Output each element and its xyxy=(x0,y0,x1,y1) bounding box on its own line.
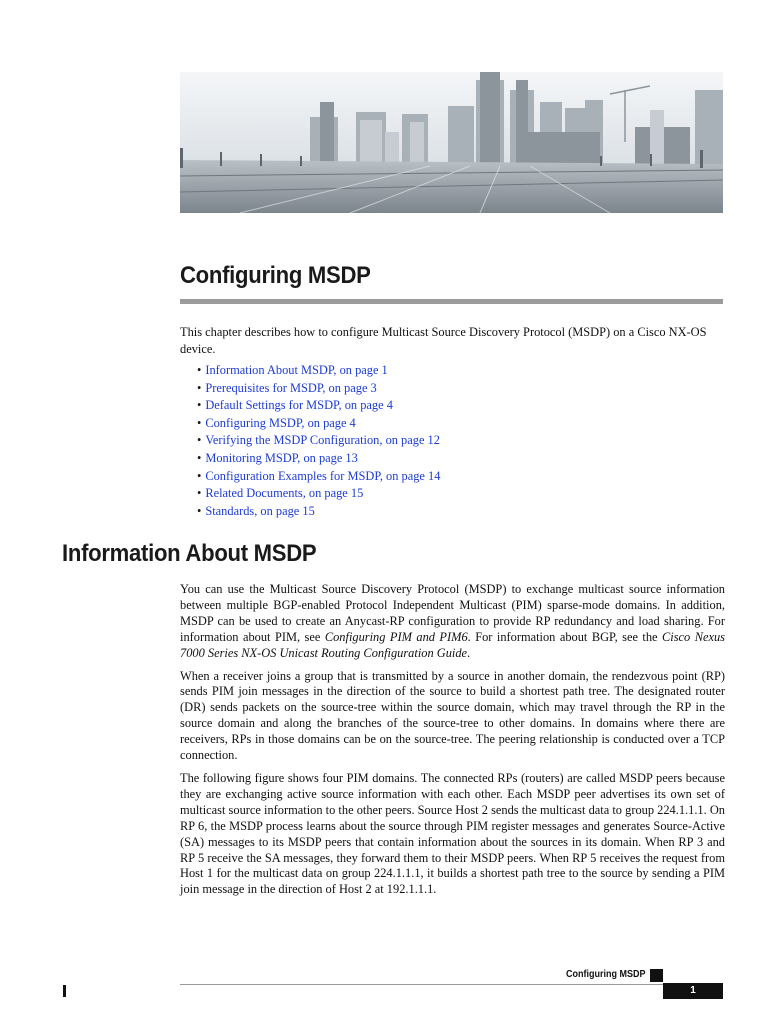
toc-link-standards[interactable]: Standards, on page 15 xyxy=(205,503,315,518)
toc-item xyxy=(197,380,440,398)
toc-item xyxy=(197,432,440,450)
toc-link-monitoring-msdp[interactable]: Monitoring MSDP, on page 13 xyxy=(205,450,358,465)
toc-item xyxy=(197,468,440,486)
chapter-title: Configuring MSDP xyxy=(180,262,371,289)
toc-link-related-documents[interactable]: Related Documents, on page 15 xyxy=(205,486,364,501)
footer-marker xyxy=(650,969,663,982)
paragraph-2: When a receiver joins a group that is transmitted by a source in another domain, the rendezvous point (RP) sends PIM join messages in the direction of the source to build a shortest path tree. The designated router (DR) sends packets on the source-tree within the source domain, which may travel through the RP in the source domain and along the branches of the source-tree to other domains. In domains where there are receivers, RPs in those domains can be on the source-tree. The peering relationship is conducted over a TCP connection. xyxy=(180,668,725,763)
section-body xyxy=(180,582,725,905)
paragraph-3: The following figure shows four PIM domains. The connected RPs (routers) are called MSDP peers because they are exchanging active source information with each other. Each MSDP peer advertises its own set of multicast source information to the other peers. Source Host 2 sends the multicast data to group 224.1.1.1. On RP 6, the MSDP process learns about the source through PIM register messages and generates Source-Active (SA) messages to its MSDP peers that contain information about the sources in its domain. When RP 3 and RP 5 receive the SA messages, they forward them to their MSDP peers. When RP 5 receives the request from Host 1 for the multicast data on group 224.1.1.1, it builds a shortest path tree to the source by sending a PIM join message in the direction of Host 2 at 192.1.1.1. xyxy=(180,770,725,897)
paragraph-1-text-b: . For information about BGP, see the xyxy=(467,629,663,644)
section-title: Information About MSDP xyxy=(62,540,317,567)
footer-rule xyxy=(180,984,663,985)
toc-link-configuration-examples[interactable]: Configuration Examples for MSDP, on page 14 xyxy=(205,468,441,483)
footer-chapter-label: Configuring MSDP xyxy=(566,969,646,980)
toc-link-prerequisites[interactable]: Prerequisites for MSDP, on page 3 xyxy=(205,380,377,395)
toc-link-configuring-msdp[interactable]: Configuring MSDP, on page 4 xyxy=(205,415,356,430)
toc-link-default-settings[interactable]: Default Settings for MSDP, on page 4 xyxy=(205,398,393,413)
chapter-intro: This chapter describes how to configure Multicast Source Discovery Protocol (MSDP) on a Cisco NX-OS device. xyxy=(180,325,707,356)
reference-unicast-routing-guide: Cisco Nexus 7000 Series NX-OS Unicast Routing Configuration Guide xyxy=(180,629,725,660)
toc-item xyxy=(197,485,440,503)
toc-item xyxy=(197,450,440,468)
paragraph-1-text-a: You can use the Multicast Source Discovery Protocol (MSDP) to exchange multicast source information between multiple BGP-enabled Protocol Independent Multicast (PIM) sparse-mode domains. In addition, MSDP can be used to create an Anycast-RP configuration to provide RP redundancy and load sharing. For information about PIM, see xyxy=(180,582,725,644)
paragraph-1 xyxy=(180,582,725,662)
page-number: 1 xyxy=(663,983,723,999)
title-rule xyxy=(180,299,723,304)
chapter-toc xyxy=(197,362,440,520)
paragraph-1-text-c: . xyxy=(467,645,471,660)
toc-item xyxy=(197,397,440,415)
toc-item xyxy=(197,503,440,521)
reference-pim-guide: Configuring PIM and PIM6 xyxy=(324,629,468,644)
toc-item xyxy=(197,362,440,380)
toc-link-verifying-configuration[interactable]: Verifying the MSDP Configuration, on page 12 xyxy=(205,433,440,448)
toc-link-information-about-msdp[interactable]: Information About MSDP, on page 1 xyxy=(205,363,388,377)
header-cityscape-image xyxy=(180,72,723,213)
toc-item xyxy=(197,415,440,433)
footer-tick xyxy=(63,985,66,997)
